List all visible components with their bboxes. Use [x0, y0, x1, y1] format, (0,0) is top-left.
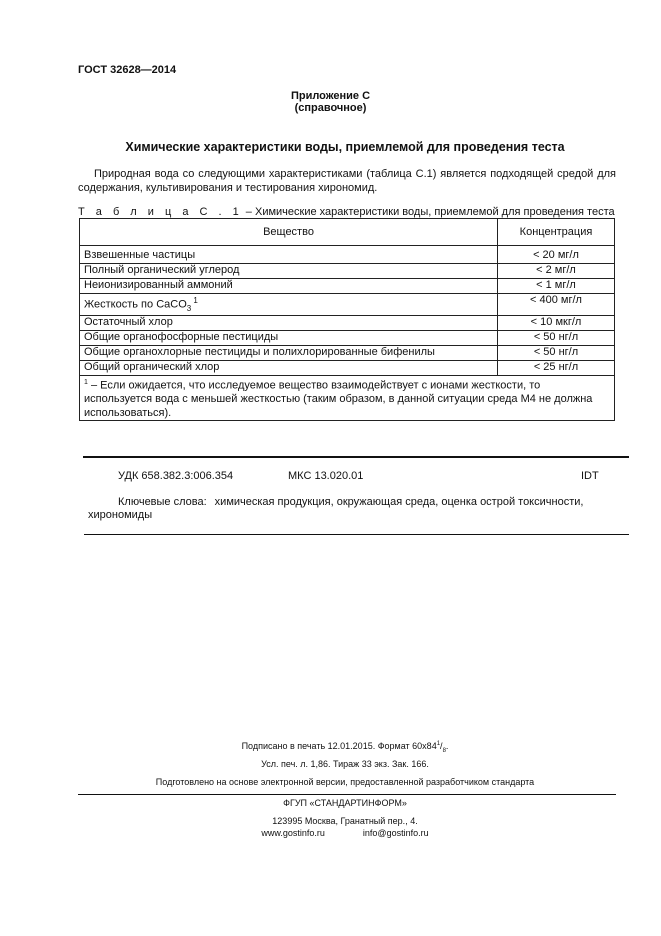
concentration-cell: < 50 нг/л [498, 330, 615, 345]
table-header-substance: Вещество [80, 219, 498, 246]
email-link[interactable]: info@gostinfo.ru [362, 828, 429, 838]
publisher-name: ФГУП «СТАНДАРТИНФОРМ» [283, 798, 407, 808]
table-row [80, 246, 615, 264]
imprint-prepared: Подготовлено на основе электронной версии, предоставленной разработчиком стандарта [155, 777, 535, 787]
page-title: Химические характеристики воды, приемлемой для проведения теста [125, 140, 565, 154]
concentration-cell: < 25 нг/л [498, 360, 615, 375]
substance-cell: Полный органический углерод [80, 264, 498, 279]
standard-code: ГОСТ 32628—2014 [78, 64, 177, 76]
table-footnote [80, 375, 615, 420]
keywords-text: химическая продукция, окружающая среда, оценка острой токсичности, хирономиды [88, 496, 584, 521]
table-row [80, 360, 615, 375]
table-caption-prefix: Т а б л и ц а С . 1 [78, 206, 243, 218]
appendix-title: Приложение С [290, 90, 371, 102]
substance-cell: Общие органофосфорные пестициды [80, 330, 498, 345]
subscript: 3 [186, 303, 192, 313]
concentration-cell: < 1 мг/л [498, 279, 615, 294]
divider [84, 534, 629, 535]
concentration-cell: < 20 мг/л [498, 246, 615, 264]
mks-code: МКС 13.020.01 [288, 470, 364, 482]
footnote-text: – Если ожидается, что исследуемое вещество взаимодействует с ионами жесткости, то используется вода с меньшей жесткостью (таким образом, в данной ситуации среда М4 не должна использоваться). [84, 379, 593, 419]
table-row [80, 345, 615, 360]
table-caption [78, 206, 615, 218]
table-row [80, 294, 615, 316]
divider [83, 456, 629, 458]
format-denominator: 8 [442, 747, 446, 754]
substance-cell: Остаточный хлор [80, 315, 498, 330]
publisher-contacts [0, 828, 661, 838]
table-row [80, 315, 615, 330]
website-link[interactable]: www.gostinfo.ru [261, 828, 325, 838]
publisher-address: 123995 Москва, Гранатный пер., 4. [272, 816, 418, 826]
substance-cell [80, 294, 498, 316]
appendix-subtitle: (справочное) [294, 102, 367, 114]
table-row [80, 330, 615, 345]
table-caption-text: – Химические характеристики воды, приемлемой для проведения теста [242, 206, 615, 218]
keywords [88, 496, 600, 522]
imprint-signed: Подписано в печать 12.01.2015. Формат $60x84^1/_8$. [241, 741, 449, 754]
substance-cell: Неионизированный аммоний [80, 279, 498, 294]
concentration-cell: < 10 мкг/л [498, 315, 615, 330]
footnote-mark: 1 [84, 378, 88, 386]
format-numerator: 1 [436, 741, 441, 747]
water-characteristics-table [79, 218, 615, 421]
table-row [80, 279, 615, 294]
keywords-label: Ключевые слова: [118, 496, 207, 508]
table-header-concentration: Концентрация [498, 219, 615, 246]
concentration-cell: < 400 мг/л [498, 294, 615, 316]
concentration-cell: < 2 мг/л [498, 264, 615, 279]
substance-cell: Общие органохлорные пестициды и полихлорированные бифенилы [80, 345, 498, 360]
imprint-signed-text: Подписано в печать 12.01.2015. Формат 60x84 [241, 741, 437, 751]
substance-cell: Взвешенные частицы [80, 246, 498, 264]
table-row [80, 264, 615, 279]
imprint-printed: Усл. печ. л. 1,86. Тираж 33 экз. Зак. 166. [261, 759, 429, 769]
udk-code: УДК 658.382.3:006.354 [118, 470, 234, 482]
idt-mark: IDT [581, 470, 599, 482]
divider [78, 794, 616, 795]
concentration-cell: < 50 нг/л [498, 345, 615, 360]
footnote-ref: 1 [191, 296, 198, 305]
intro-paragraph: Природная вода со следующими характеристиками (таблица С.1) является подходящей средой для содержания, культивирования и тестирования хирономид. [78, 168, 616, 194]
substance-cell: Общий органический хлор [80, 360, 498, 375]
table-footnote-row [80, 375, 615, 420]
substance-text: Жесткость по CaCO [84, 298, 187, 311]
